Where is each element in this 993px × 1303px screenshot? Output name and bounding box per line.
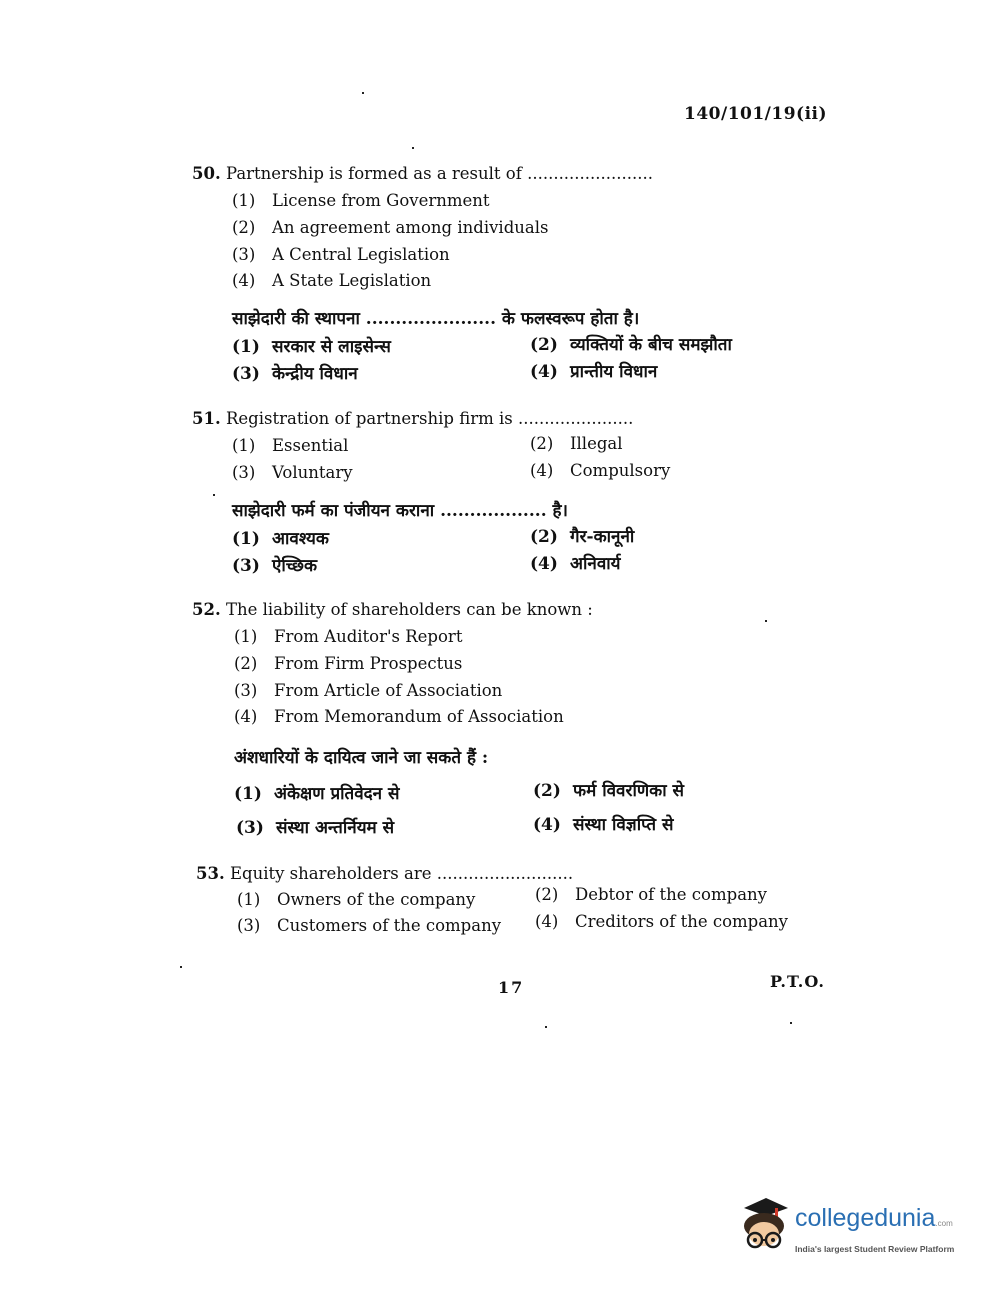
question-number: 53. <box>196 864 225 883</box>
scan-speck <box>180 966 182 968</box>
question-text: Registration of partnership firm is ...................... <box>225 409 634 428</box>
hindi-stem: साझेदारी फर्म का पंजीयन कराना .................. है। <box>232 501 568 521</box>
scan-speck <box>362 92 364 94</box>
option: (2) From Firm Prospectus <box>234 654 463 673</box>
hindi-option: (1) अंकेक्षण प्रतिवेदन से <box>234 784 400 804</box>
scan-speck <box>545 1026 547 1028</box>
logo-tagline: India's largest Student Review Platform <box>795 1244 955 1254</box>
option: (1) From Auditor's Report <box>234 627 463 646</box>
hindi-option: (4) संस्था विज्ञप्ति से <box>533 815 674 835</box>
page-number: 17 <box>498 978 525 997</box>
hindi-option: (3) केन्द्रीय विधान <box>232 364 358 384</box>
option: (2) An agreement among individuals <box>232 218 549 237</box>
option: (4) From Memorandum of Association <box>234 707 564 726</box>
option: (3) Customers of the company <box>237 916 502 935</box>
hindi-option: (2) गैर-कानूनी <box>530 527 635 547</box>
option: (3) From Article of Association <box>234 681 503 700</box>
question-text: Equity shareholders are .......................... <box>229 864 574 883</box>
hindi-option: (3) ऐच्छिक <box>232 556 318 576</box>
scan-speck <box>790 1022 792 1024</box>
scan-speck <box>213 494 215 496</box>
hindi-stem: अंशधारियों के दायित्व जाने जा सकते हैं : <box>234 748 489 768</box>
hindi-option: (4) प्रान्तीय विधान <box>530 362 658 382</box>
question-text: Partnership is formed as a result of ........................ <box>225 164 653 183</box>
hindi-option: (2) फर्म विवरणिका से <box>533 781 685 801</box>
hindi-option: (1) सरकार से लाइसेन्स <box>232 337 391 357</box>
option: (1) Essential <box>232 436 349 455</box>
pto-label: P.T.O. <box>770 972 825 991</box>
question-52 <box>192 600 593 619</box>
option: (3) A Central Legislation <box>232 245 450 264</box>
question-number: 50. <box>192 164 221 183</box>
option: (2) Debtor of the company <box>535 885 767 904</box>
option: (2) Illegal <box>530 434 623 453</box>
option: (3) Voluntary <box>232 463 353 482</box>
option: (1) Owners of the company <box>237 890 476 909</box>
option: (4) A State Legislation <box>232 271 432 290</box>
question-53 <box>196 864 573 883</box>
hindi-stem: साझेदारी की स्थापना ...................... के फलस्वरूप होता है। <box>232 309 640 329</box>
question-number: 51. <box>192 409 221 428</box>
logo-wordmark: collegedunia.com <box>795 1204 953 1232</box>
hindi-option: (1) आवश्यक <box>232 529 329 549</box>
hindi-option: (2) व्यक्तियों के बीच समझौता <box>530 335 732 355</box>
option: (4) Creditors of the company <box>535 912 789 931</box>
hindi-option: (4) अनिवार्य <box>530 554 621 574</box>
question-number: 52. <box>192 600 221 619</box>
scan-speck <box>765 620 767 622</box>
question-text: The liability of shareholders can be known : <box>225 600 593 619</box>
paper-code: 140/101/19(ii) <box>684 104 828 124</box>
hindi-option: (3) संस्था अन्तर्नियम से <box>236 818 395 838</box>
question-50 <box>192 164 653 183</box>
question-51 <box>192 409 633 428</box>
option: (4) Compulsory <box>530 461 671 480</box>
scan-speck <box>412 147 414 149</box>
option: (1) License from Government <box>232 191 490 210</box>
